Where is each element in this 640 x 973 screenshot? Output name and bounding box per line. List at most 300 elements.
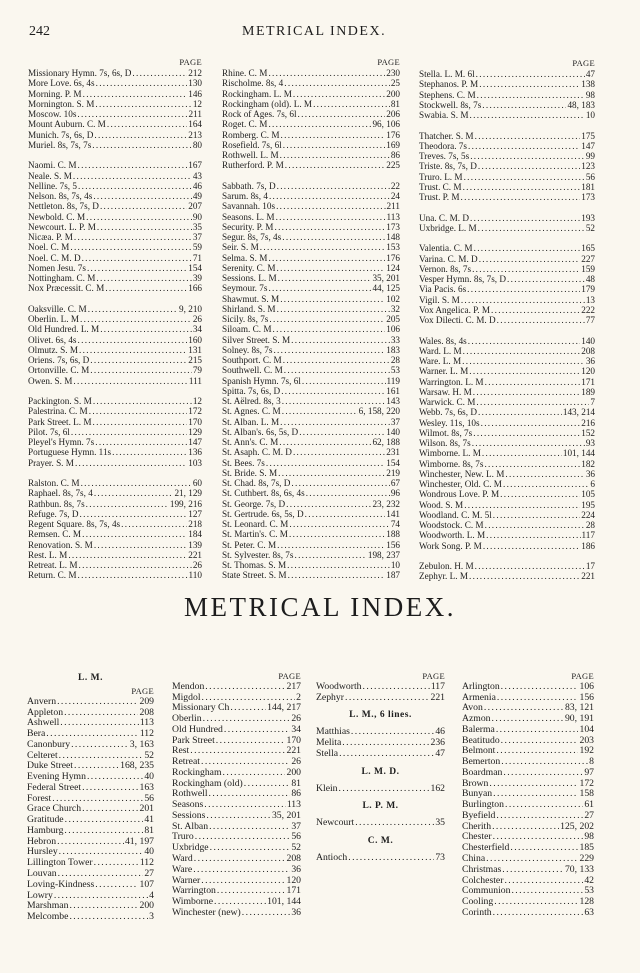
tune-name: Nelson. 8s, 7s, 4s [28,191,93,201]
page-reference: 176 [386,129,400,140]
index-entry [28,447,202,457]
dot-leader [195,832,291,843]
page-reference: 229 [579,853,594,865]
tune-name: Mount Auburn. C. M [28,119,106,130]
index-entry [222,160,400,170]
page-reference: 217 [286,680,301,692]
index-entry [419,510,595,520]
index-entry [28,304,202,314]
dot-leader [461,192,581,202]
dot-leader [71,740,129,751]
index-entry [316,784,445,795]
dot-leader [93,191,191,201]
tune-name: Siloam. C. M [222,324,272,335]
dot-leader [268,253,385,263]
dot-leader [73,376,187,386]
meter-column-4 [462,671,594,919]
dot-leader [282,406,358,416]
page-reference: 208 [286,853,301,865]
tune-name: Bemerton [462,756,501,768]
page-reference: 167 [188,160,202,171]
index-entry [28,417,202,427]
page-reference: 113 [286,799,301,811]
dot-leader [502,865,564,876]
page-reference: 211 [386,201,400,212]
tune-name: Trust. P. M [419,192,460,202]
page-reference: 46 [192,180,202,191]
tune-name: Return. C. M [28,570,77,581]
page-reference: 25 [390,78,400,89]
dot-leader [294,550,366,560]
tune-name: St. Gertrude. 6s, 5s, D [222,508,304,519]
page-reference: 52 [585,222,595,233]
tune-name: Loving-Kindness [27,878,95,890]
dot-leader [268,68,385,78]
dot-leader [100,201,187,211]
dot-leader [464,500,580,510]
index-entry [222,232,400,242]
tune-name: Refuge. 7s, D [28,508,79,519]
index-entry [222,550,400,560]
page-reference: 127 [188,508,202,519]
dot-leader [60,718,139,729]
page-reference: 2 [296,691,301,703]
page-reference: 162 [430,782,445,794]
page-reference: 70, 133 [564,863,594,875]
index-entry [419,182,595,192]
dot-leader [57,697,138,708]
page-reference: 219 [386,467,400,478]
index-entry [222,406,400,416]
dot-leader [461,295,585,305]
tune-name: Grace Church [27,803,82,815]
tune-name: Vernon. 8s, 7s [419,263,472,274]
tune-name: Vesper Hymn. 8s, 7s, D [419,274,507,284]
dot-leader [112,447,187,457]
tune-name: Uxbridge [172,842,209,854]
page-reference: 169 [386,139,400,150]
tune-name: Theodora. 7s [419,140,467,151]
index-entry [419,561,595,571]
index-entry [222,109,400,119]
meter-heading: L. M. [78,673,103,683]
dot-leader [284,78,390,88]
dot-leader [287,560,390,570]
page-reference: 183 [386,344,400,355]
page-reference: 26 [291,713,301,725]
index-entry [28,130,202,140]
index-entry [222,150,400,160]
meter-column-3 [316,671,445,864]
index-entry [27,740,154,751]
tune-name: St. Thomas. S. M [222,560,287,570]
page-reference: 160 [188,334,202,345]
page-reference: 129 [188,426,202,437]
index-entry [28,437,202,447]
index-entry [28,119,202,129]
tune-name: Rest. L. M [28,549,68,560]
index-entry [222,140,400,150]
dot-leader [345,693,429,704]
dot-leader [481,418,581,428]
page-reference: 193 [581,212,595,223]
tune-name: Warwick. C. M [419,397,476,407]
page-reference: 42 [584,874,594,886]
page-reference: 192 [579,745,594,757]
page-reference: 17 [585,561,595,571]
page-reference: 170 [286,734,301,746]
dot-leader [474,243,581,253]
index-entry [419,192,595,202]
dot-leader [78,181,192,191]
tune-name: Melcombe [27,911,69,923]
dot-leader [306,488,390,498]
tune-name: Truro. L. M [419,171,463,182]
page-reference: 98 [584,831,594,843]
tune-name: Burlington [462,799,504,811]
page-reference: 218 [188,519,202,529]
tune-name: Armenia [462,691,496,703]
dot-leader [479,79,580,89]
group-spacer [419,120,595,130]
dot-leader [78,335,188,345]
page-reference: 139 [188,539,202,550]
dot-leader [273,345,385,355]
index-entry [28,201,202,211]
tune-name: Ward [172,853,193,865]
index-entry [28,499,202,509]
index-entry [172,725,301,736]
dot-leader [293,89,385,99]
dot-leader [78,160,188,170]
page-reference: 28 [585,520,595,530]
dot-leader [82,253,192,263]
page-reference: 173 [386,221,400,232]
tune-name: Owen. S. M [28,375,73,386]
page-reference: 34 [291,723,301,735]
tune-name: Segur. 8s, 7s, 4s [222,232,282,242]
page-reference: 221 [188,549,202,560]
dot-leader [470,110,585,120]
dot-leader [277,540,385,550]
tune-name: Warrington. L. M [419,376,484,387]
index-entry [419,100,595,110]
index-entry [316,682,445,693]
page-reference: 173 [581,192,595,202]
page-reference: 28 [390,355,400,365]
tune-name: Rosefield. 7s, 6l [222,139,282,150]
page-reference: 32 [390,303,400,314]
dot-leader [492,822,559,833]
index-entry [222,242,400,252]
index-entry [419,243,595,253]
index-entry [419,305,595,315]
index-entry [419,110,595,120]
index-entry [28,89,202,99]
tune-name: Roget. C. M [222,119,268,130]
index-entry [222,89,400,99]
page-reference: 225 [386,160,400,171]
tune-name: Stockwell. 8s, 7s [419,99,482,110]
index-entry [222,345,400,355]
tune-name: Winchester, New. L. M [419,468,505,479]
index-entry [27,697,154,708]
tune-name: Security. P. M [222,221,274,232]
dot-leader [273,324,386,334]
dot-leader [489,779,578,790]
page-reference: 27 [144,868,154,880]
page-reference: 41 [144,814,154,826]
dot-leader [205,682,285,693]
page-reference: 205 [386,314,400,324]
group-spacer [419,551,595,561]
index-entry [222,212,400,222]
dot-leader [94,858,139,869]
index-entry [28,478,202,488]
tune-name: Park Street. L. M [28,416,92,427]
tune-name: Byefield [462,809,496,821]
index-entry [222,427,400,437]
tune-name: Stella [316,747,339,759]
index-entry [222,273,400,283]
index-entry [222,78,400,88]
tune-name: Wondrous Love. P. M [419,489,500,500]
dot-leader [463,182,581,192]
index-entry [222,314,400,324]
tune-name: Nomen Jesu. 7s [28,262,86,273]
index-entry [419,418,595,428]
tune-name: Woodland. C. M. 5l [419,509,492,520]
index-entry [28,78,202,88]
dot-leader [510,843,578,854]
page-reference: 172 [579,777,594,789]
page-reference: 141 [386,508,400,519]
dot-leader [291,478,389,488]
page-reference: 52 [144,749,154,761]
dot-leader [473,387,580,397]
tune-name: Raphael. 8s, 7s, 4 [28,488,93,499]
dot-leader [95,880,138,891]
index-entry [222,355,400,365]
tune-name: Newcourt. L. P. M [28,221,96,232]
page-reference: 8 [589,756,594,768]
tune-name: St. Aëlred. 8s, 3 [222,396,281,406]
tune-name: Old Hundred. L. M [28,324,100,335]
page-reference: 186 [581,540,595,551]
meter-heading: C. M. [367,836,394,847]
tune-name: Balerma [462,723,495,735]
page-reference: 22 [390,180,400,191]
tune-name: Regent Square. 8s, 7s, 4s [28,519,121,529]
group-spacer [28,150,202,160]
tune-name: Naomi. C. M [28,160,77,171]
page-reference: 35 [435,817,445,829]
tune-name: Triste. 8s, 7s, D [419,161,477,172]
dot-leader [491,305,580,315]
dot-leader [97,222,192,232]
dot-leader [289,529,385,539]
index-entry [419,172,595,182]
tune-name: Savannah. 10s [222,201,276,212]
dot-leader [289,519,389,529]
dot-leader [298,109,386,119]
page-reference: 123 [581,161,595,172]
page-reference: 158 [579,788,594,800]
tune-name: Renovation. S. M [28,539,93,550]
page-reference: 147 [581,140,595,151]
dot-leader [69,901,138,912]
page-reference: 105 [581,489,595,500]
dot-leader [82,783,138,794]
page-reference: 36 [585,468,595,479]
page-reference: 12 [192,396,202,406]
index-entry [419,438,595,448]
dot-leader [209,822,290,833]
tune-name: St. Chad. 8s, 7s, D [222,478,291,488]
dot-leader [464,172,585,182]
page-reference: 93 [585,438,595,448]
index-entry [419,151,595,161]
tune-name: Melita [316,737,342,749]
dot-leader [87,772,143,783]
dot-leader [501,757,588,768]
index-entry [419,274,595,284]
tune-name: Seasons [172,799,204,811]
page-reference: 48, 183 [567,99,595,110]
dot-leader [82,529,187,539]
page-reference: 83, 121 [564,702,594,714]
page-reference: 188 [386,529,400,540]
tune-name: Warner [172,874,201,886]
page-reference: 207 [188,201,202,212]
tune-name: Serenity. C. M [222,262,276,273]
page-reference: 46 [435,726,445,738]
index-entry [222,509,400,519]
tune-name: Packington. S. M [28,396,92,406]
index-entry [419,69,595,79]
tune-name: St. Peter. C. M [222,539,277,550]
dot-leader [209,789,291,800]
index-entry [222,458,400,468]
tune-name: Palestrina. C. M [28,406,88,417]
tune-name: Migdol [172,691,201,703]
index-entry [419,541,595,551]
tune-name: Colchester [462,874,504,886]
dot-leader [95,99,191,109]
page-reference: 138 [581,79,595,90]
page-reference: 171 [581,376,595,387]
tune-name: Winchester, Old. C. M [419,479,502,489]
index-entry [222,294,400,304]
meter-column-2 [172,671,301,919]
page-reference: 48 [585,274,595,284]
tune-name: Pleyel's Hymn. 7s [28,437,95,447]
page-reference: 231 [386,447,400,458]
tune-name: Beatitudo [462,734,500,746]
page-reference: 86 [291,788,301,800]
page-column-header: PAGE [422,671,445,681]
page-reference: 185 [579,842,594,854]
index-entry [222,365,400,375]
index-entry [316,853,445,864]
dot-leader [478,161,580,171]
page-reference: 147 [188,437,202,447]
dot-leader [293,447,385,457]
tune-name: Olmutz. S. M [28,344,79,355]
dot-leader [470,151,585,161]
dot-leader [278,273,372,283]
page-reference: 221 [430,691,445,703]
dot-leader [194,854,286,865]
dot-leader [483,541,580,551]
dot-leader [291,335,390,345]
dot-leader [475,131,581,141]
tune-name: Trust. C. M [419,181,462,192]
tune-name: Una. C. M. D [419,212,470,223]
dot-leader [493,789,578,800]
index-entry [28,376,202,386]
page-reference: 227 [581,253,595,264]
tune-name: Rock of Ages. 7s, 6l [222,109,297,119]
tune-name: Rockingham (old) [172,777,243,789]
page-reference: 165 [581,243,595,254]
page-reference: 213 [188,129,202,140]
tune-name: Neale. S. M [28,170,72,181]
index-entry [222,570,400,580]
dot-leader [206,811,271,822]
page-reference: 146 [188,88,202,99]
tune-name: Spanish Hymn. 7s, 6l [222,375,301,386]
index-entry [419,223,595,233]
tune-name: Duke Street [27,760,74,772]
running-title: METRICAL INDEX. [242,24,387,39]
dot-leader [93,417,188,427]
tune-name: Hamburg [27,824,64,836]
index-entry [28,560,202,570]
dot-leader [469,571,580,581]
dot-leader [485,377,581,387]
index-entry [222,529,400,539]
dot-leader [285,160,385,170]
dot-leader [339,784,430,795]
page-reference: 136 [188,447,202,458]
index-entry [462,682,594,693]
tune-name: Munich. 7s, 6s, D [28,129,94,140]
dot-leader [277,263,386,273]
tune-name: Thatcher. S. M [419,130,474,141]
page-reference: 63 [584,906,594,918]
page-reference: 209 [139,695,154,707]
group-spacer [419,202,595,212]
dot-leader [462,356,585,366]
index-entry [172,908,301,919]
page-reference: 97 [584,766,594,778]
tune-name: Bera [27,728,46,740]
dot-leader [281,386,385,396]
index-entry [28,109,202,119]
dot-leader [283,140,386,150]
tune-name: Noel. C. M [28,242,70,253]
tune-name: Rothwell. L. M [222,150,279,160]
tune-name: Nox Præcessit. C. M [28,283,105,294]
group-spacer [28,294,202,304]
index-entry [222,468,400,478]
page-reference: 101, 144 [267,896,301,908]
page-reference: 111 [188,375,202,386]
index-entry [172,682,301,693]
tune-name: Olivet. 6s, 4s [28,334,77,345]
tune-name: Retreat [172,756,200,768]
